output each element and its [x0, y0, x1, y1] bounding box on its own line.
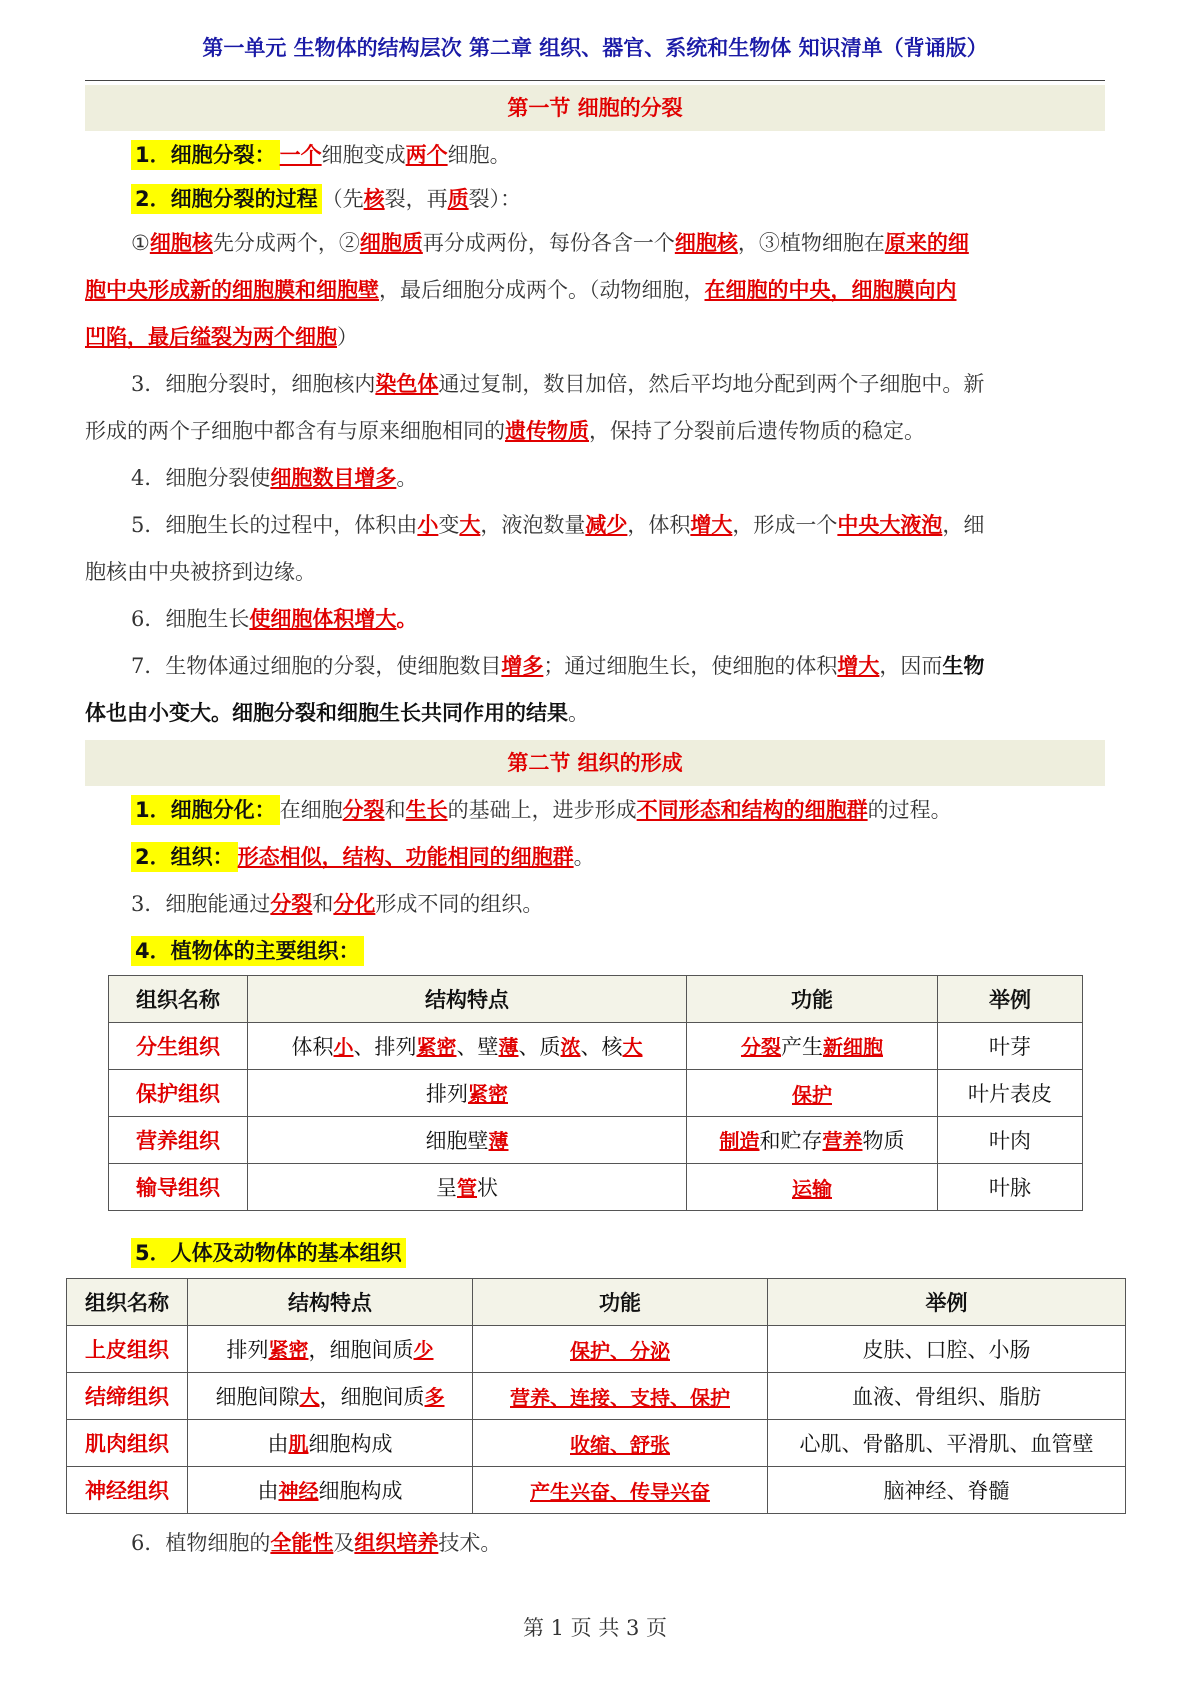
s1-item5-line2: 胞核由中央被挤到边缘。 [85, 560, 316, 584]
table-header-row: 组织名称 结构特点 功能 举例 [109, 976, 1083, 1023]
s1-item7-line2: 体也由小变大。细胞分裂和细胞生长共同作用的结果。 [85, 701, 589, 725]
header-title: 第一单元 生物体的结构层次 第二章 组织、器官、系统和生物体 知识清单（背诵版） [202, 36, 988, 60]
page-footer [0, 1612, 1190, 1642]
s1-item2-detail-line1: ①细胞核先分成两个，②细胞质再分成两份，每份各含一个细胞核，③植物细胞在原来的细 [131, 230, 969, 255]
table-row: 结缔组织 细胞间隙大，细胞间质多 营养、连接、支持、保护 血液、骨组织、脂肪 [67, 1373, 1126, 1420]
table-row: 保护组织 排列紧密 保护 叶片表皮 [109, 1070, 1083, 1117]
animal-tissue-table [66, 1278, 1126, 1514]
s1-item2-detail-line3: 凹陷，最后缢裂为两个细胞） [85, 324, 358, 349]
s2-item4: 4．植物体的主要组织： [85, 936, 1105, 966]
s2-item5: 5．人体及动物体的基本组织 [85, 1238, 1105, 1268]
s1-item3-line1: 3．细胞分裂时，细胞核内染色体通过复制，数目加倍，然后平均地分配到两个子细胞中。新 [131, 371, 985, 396]
s2-item2: 2．组织： 形态相似，结构、功能相同的细胞群。 [85, 842, 1105, 872]
s2-item3: 3．细胞能通过分裂和分化形成不同的组织。 [131, 891, 544, 916]
page-header [85, 30, 1105, 81]
table-row: 输导组织 呈管状 运输 叶脉 [109, 1164, 1083, 1211]
page-number: 第 1 页 共 3 页 [522, 1616, 668, 1640]
table-row: 上皮组织 排列紧密，细胞间质少 保护、分泌 皮肤、口腔、小肠 [67, 1326, 1126, 1373]
s1-item5-line1: 5．细胞生长的过程中，体积由小变大，液泡数量减少，体积增大，形成一个中央大液泡，细 [131, 512, 985, 537]
section-title-cell-division: 第一节 细胞的分裂 [85, 85, 1105, 131]
s1-item6: 6．细胞生长使细胞体积增大。 [131, 606, 418, 631]
s2-item1: 1．细胞分化： 在细胞分裂和生长的基础上，进步形成不同形态和结构的细胞群的过程。 [85, 795, 1105, 825]
s2-item6: 6．植物细胞的全能性及组织培养技术。 [131, 1530, 502, 1555]
s1-item2: 2．细胞分裂的过程 （先核裂，再质裂）： [85, 184, 1105, 214]
section-title-tissue-formation: 第二节 组织的形成 [85, 740, 1105, 786]
s1-item1: 1．细胞分裂： 一个细胞变成两个细胞。 [85, 140, 1105, 170]
table-row: 分生组织 体积小、排列紧密、壁薄、质浓、核大 分裂产生新细胞 叶芽 [109, 1023, 1083, 1070]
s1-item7-line1: 7．生物体通过细胞的分裂，使细胞数目增多；通过细胞生长，使细胞的体积增大，因而生物 [131, 653, 985, 678]
plant-tissue-table [108, 975, 1083, 1211]
table-row: 营养组织 细胞壁薄 制造和贮存营养物质 叶肉 [109, 1117, 1083, 1164]
table-row: 肌肉组织 由肌细胞构成 收缩、舒张 心肌、骨骼肌、平滑肌、血管壁 [67, 1420, 1126, 1467]
s1-item3-line2: 形成的两个子细胞中都含有与原来细胞相同的遗传物质，保持了分裂前后遗传物质的稳定。 [85, 418, 925, 443]
table-row: 神经组织 由神经细胞构成 产生兴奋、传导兴奋 脑神经、脊髓 [67, 1467, 1126, 1514]
s1-item4: 4．细胞分裂使细胞数目增多。 [131, 465, 418, 490]
s1-item2-detail-line2: 胞中央形成新的细胞膜和细胞壁，最后细胞分成两个。（动物细胞，在细胞的中央，细胞膜向内 [85, 277, 957, 302]
table-header-row: 组织名称 结构特点 功能 举例 [67, 1279, 1126, 1326]
